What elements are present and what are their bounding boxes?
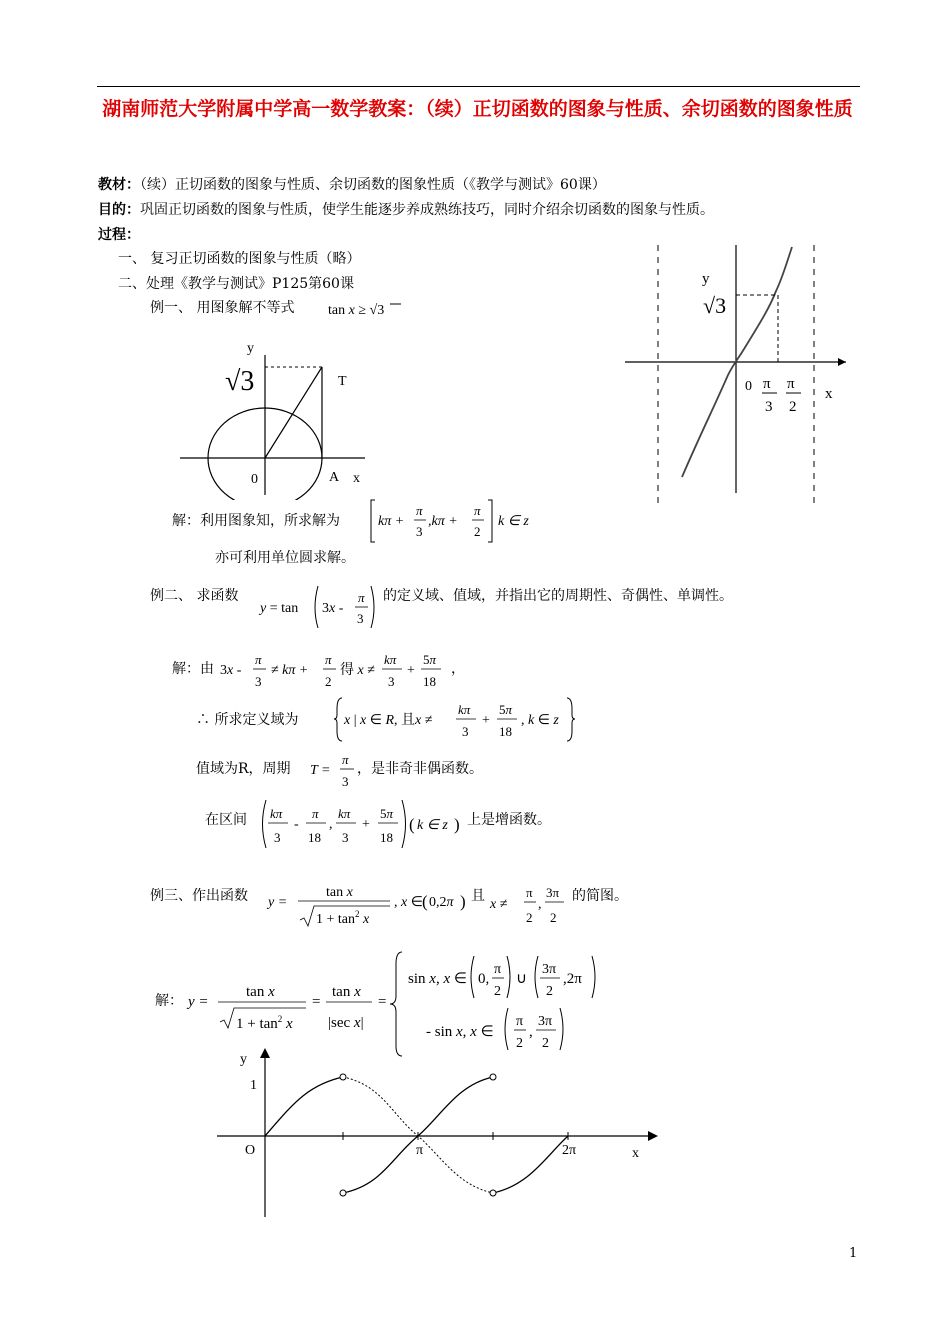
svg-text:π: π <box>494 962 502 977</box>
textbook-line <box>98 176 606 194</box>
tangent-graph-figure <box>620 235 850 510</box>
svg-text:|sec x|: |sec x| <box>328 1015 364 1031</box>
svg-text:π: π <box>358 590 365 605</box>
example1-formula <box>326 296 406 322</box>
goal-line <box>98 201 714 219</box>
graph-twopi-label: 2π <box>562 1143 577 1158</box>
svg-text:3x -: 3x - <box>322 601 344 616</box>
svg-text:y =: y = <box>188 994 209 1010</box>
svg-text:3: 3 <box>274 830 281 845</box>
svg-text:,kπ +: ,kπ + <box>428 514 458 529</box>
svg-text:): ) <box>460 892 466 911</box>
svg-text:1 + tan2 x: $1 + \tan^2 x$ <box>236 1014 293 1032</box>
svg-text:kπ: kπ <box>338 806 351 821</box>
svg-text:,2π: ,2π <box>563 971 582 987</box>
textbook-text: （续）正切函数的图象与性质、余切函数的图象性质（《教学与测试》60课） <box>140 177 606 193</box>
example2-sol4-prefix: 在区间 <box>205 812 247 828</box>
svg-text:kπ: kπ <box>458 702 471 717</box>
circle-zero-label: 0 <box>251 472 258 487</box>
document-title: 湖南师范大学附属中学高一数学教案：（续）正切函数的图象与性质、余切函数的图象性质 <box>102 98 853 120</box>
svg-text:y =: y = <box>268 895 288 910</box>
tan-denom-3: 3 <box>765 399 773 415</box>
svg-text:tan x: tan x <box>332 984 361 1000</box>
example3-suffix: 的简图。 <box>572 888 628 904</box>
example3-sol-prefix: 解： <box>155 993 183 1009</box>
svg-text:得 x ≠: 得 x ≠ <box>340 663 375 678</box>
svg-text:tan x: tan x <box>246 984 275 1000</box>
svg-text:kπ +: kπ + <box>378 514 405 529</box>
example3-sol-formula <box>186 948 616 1060</box>
svg-text:18: 18 <box>380 830 393 845</box>
svg-text:π: π <box>474 503 481 518</box>
header-rule <box>97 86 860 87</box>
svg-text:2: 2 <box>325 674 332 689</box>
graph-y-label: y <box>240 1052 247 1067</box>
svg-text:2: 2 <box>494 984 501 999</box>
example2-sol4-formula <box>258 796 470 852</box>
example3-graph <box>212 1045 662 1220</box>
example3-label: 例三、作出函数 <box>150 888 248 904</box>
example2-sol1-formula <box>218 646 468 694</box>
example2-sol4-suffix: 上是增函数。 <box>467 812 551 828</box>
svg-text:2: 2 <box>546 984 553 999</box>
svg-text:18: 18 <box>308 830 321 845</box>
svg-text:- sin x, x ∈: - sin x, x ∈ <box>426 1024 494 1040</box>
svg-text:T =: T = <box>310 763 331 778</box>
svg-text:π: π <box>325 652 332 667</box>
section-1: 一、 复习正切函数的图象与性质（略） <box>118 251 361 267</box>
circle-x-label: x <box>353 471 360 486</box>
svg-text:+: + <box>362 817 370 832</box>
svg-text:k ∈ z: k ∈ z <box>498 514 529 529</box>
example2-sol3-prefix: 值域为R，周期 <box>196 761 291 777</box>
svg-text:π: π <box>342 752 349 767</box>
circle-root3-label: √3 <box>225 366 255 397</box>
svg-text:): ) <box>454 815 460 834</box>
svg-text:π: π <box>516 1014 524 1029</box>
svg-text:=: = <box>378 994 387 1010</box>
example2-sol2-formula <box>334 695 579 743</box>
svg-text:2: 2 <box>526 910 533 925</box>
svg-text:3: 3 <box>342 830 349 845</box>
graph-x-label: x <box>632 1146 639 1161</box>
example2-sol3-suffix: ，是非奇非偶函数。 <box>357 761 483 777</box>
svg-text:3x -: 3x - <box>220 663 242 678</box>
example1-formula-text: tan x ≥ √3 <box>328 303 385 318</box>
svg-text:1 + tan2 x: $1 + \tan^2 x$ <box>316 909 370 927</box>
svg-text:18: 18 <box>423 674 436 689</box>
svg-text:,: , <box>538 897 542 912</box>
svg-text:(: ( <box>422 892 428 911</box>
svg-text:sin x, x ∈: sin x, x ∈ <box>408 971 467 987</box>
svg-text:+: + <box>482 713 490 728</box>
svg-text:3: 3 <box>416 524 423 539</box>
circle-A-label: A <box>329 470 340 485</box>
unit-circle-figure <box>175 330 375 500</box>
svg-text:π: π <box>526 885 533 900</box>
process-label: 过程： <box>98 227 140 243</box>
example2-sol1-suffix: ， <box>451 661 465 677</box>
svg-text:2: 2 <box>550 910 557 925</box>
svg-text:,: , <box>529 1024 533 1040</box>
svg-text:,: , <box>329 817 333 832</box>
svg-text:+: + <box>407 663 415 678</box>
svg-text:3: 3 <box>342 774 349 789</box>
svg-text:2: 2 <box>474 524 481 539</box>
svg-text:∪: ∪ <box>516 971 527 987</box>
example1-solution-formula <box>368 498 538 544</box>
graph-pi-label: π <box>416 1143 424 1158</box>
svg-text:5π: 5π <box>499 702 513 717</box>
goal-text: 巩固正切函数的图象与性质，使学生能逐步养成熟练技巧，同时介绍余切函数的图象与性质。 <box>140 202 714 218</box>
svg-text:, x ∈: , x ∈ <box>394 895 423 910</box>
svg-text:3: 3 <box>357 611 364 626</box>
svg-text:3π: 3π <box>542 962 557 977</box>
tan-pi-label-2: π <box>787 376 795 392</box>
tan-x-label: x <box>825 386 833 402</box>
svg-text:π: π <box>312 806 319 821</box>
svg-text:π: π <box>416 503 423 518</box>
svg-text:≠ kπ +: ≠ kπ + <box>271 663 309 678</box>
example2-suffix: 的定义域、值域，并指出它的周期性、奇偶性、单调性。 <box>383 588 733 604</box>
tan-zero-label: 0 <box>745 379 752 394</box>
svg-text:0,2π: 0,2π <box>429 895 454 910</box>
graph-one-label: 1 <box>250 1078 257 1093</box>
svg-text:-: - <box>294 817 299 832</box>
example2-label: 例二、 求函数 <box>150 588 239 604</box>
svg-text:3: 3 <box>462 724 469 739</box>
svg-text:tan x: tan x <box>326 885 353 900</box>
tan-pi-label-1: π <box>763 376 771 392</box>
page-number: 1 <box>849 1246 858 1261</box>
section-2: 二、处理《教学与测试》P125第60课 <box>118 276 354 292</box>
svg-text:kπ: kπ <box>270 806 283 821</box>
example3-mid: 且 <box>471 888 485 904</box>
goal-label: 目的： <box>98 202 140 218</box>
svg-text:x | x ∈ R, 且x ≠: x | x ∈ R, 且x ≠ <box>344 713 433 728</box>
tan-root3-label: √3 <box>703 293 727 318</box>
svg-text:0,: 0, <box>478 971 490 987</box>
graph-origin-label: O <box>245 1143 256 1158</box>
svg-text:3π: 3π <box>538 1014 553 1029</box>
svg-text:(: ( <box>409 815 415 834</box>
svg-text:5π: 5π <box>423 652 437 667</box>
example2-formula <box>258 582 382 630</box>
svg-text:5π: 5π <box>380 806 394 821</box>
circle-T-label: T <box>338 374 347 389</box>
svg-text:=: = <box>312 994 321 1010</box>
svg-text:π: π <box>255 652 262 667</box>
example2-sol2-prefix: ∴ 所求定义域为 <box>196 712 299 728</box>
circle-y-label: y <box>247 341 254 356</box>
example2-sol1-prefix: 解：由 <box>172 661 214 677</box>
example1-solution-prefix: 解：利用图象知，所求解为 <box>172 513 340 529</box>
tan-denom-2: 2 <box>789 399 797 415</box>
example1-note: 亦可利用单位圆求解。 <box>215 550 355 566</box>
svg-text:3: 3 <box>388 674 395 689</box>
tan-y-label: y <box>702 271 710 287</box>
example1-label: 例一、 用图象解不等式 <box>150 300 295 316</box>
svg-text:2: 2 <box>542 1036 549 1051</box>
svg-text:18: 18 <box>499 724 512 739</box>
example3-formula <box>266 876 478 932</box>
svg-text:kπ: kπ <box>384 652 397 667</box>
svg-text:3π: 3π <box>546 885 560 900</box>
svg-text:x ≠: x ≠ <box>490 897 508 912</box>
svg-text:k ∈ z: k ∈ z <box>417 818 448 833</box>
svg-text:, k ∈ z: , k ∈ z <box>521 713 559 728</box>
example3-formula2 <box>488 878 574 930</box>
svg-text:y = tan: y = tan <box>260 601 299 616</box>
svg-text:3: 3 <box>255 674 262 689</box>
textbook-label: 教材： <box>98 177 140 193</box>
svg-text:2: 2 <box>516 1036 523 1051</box>
